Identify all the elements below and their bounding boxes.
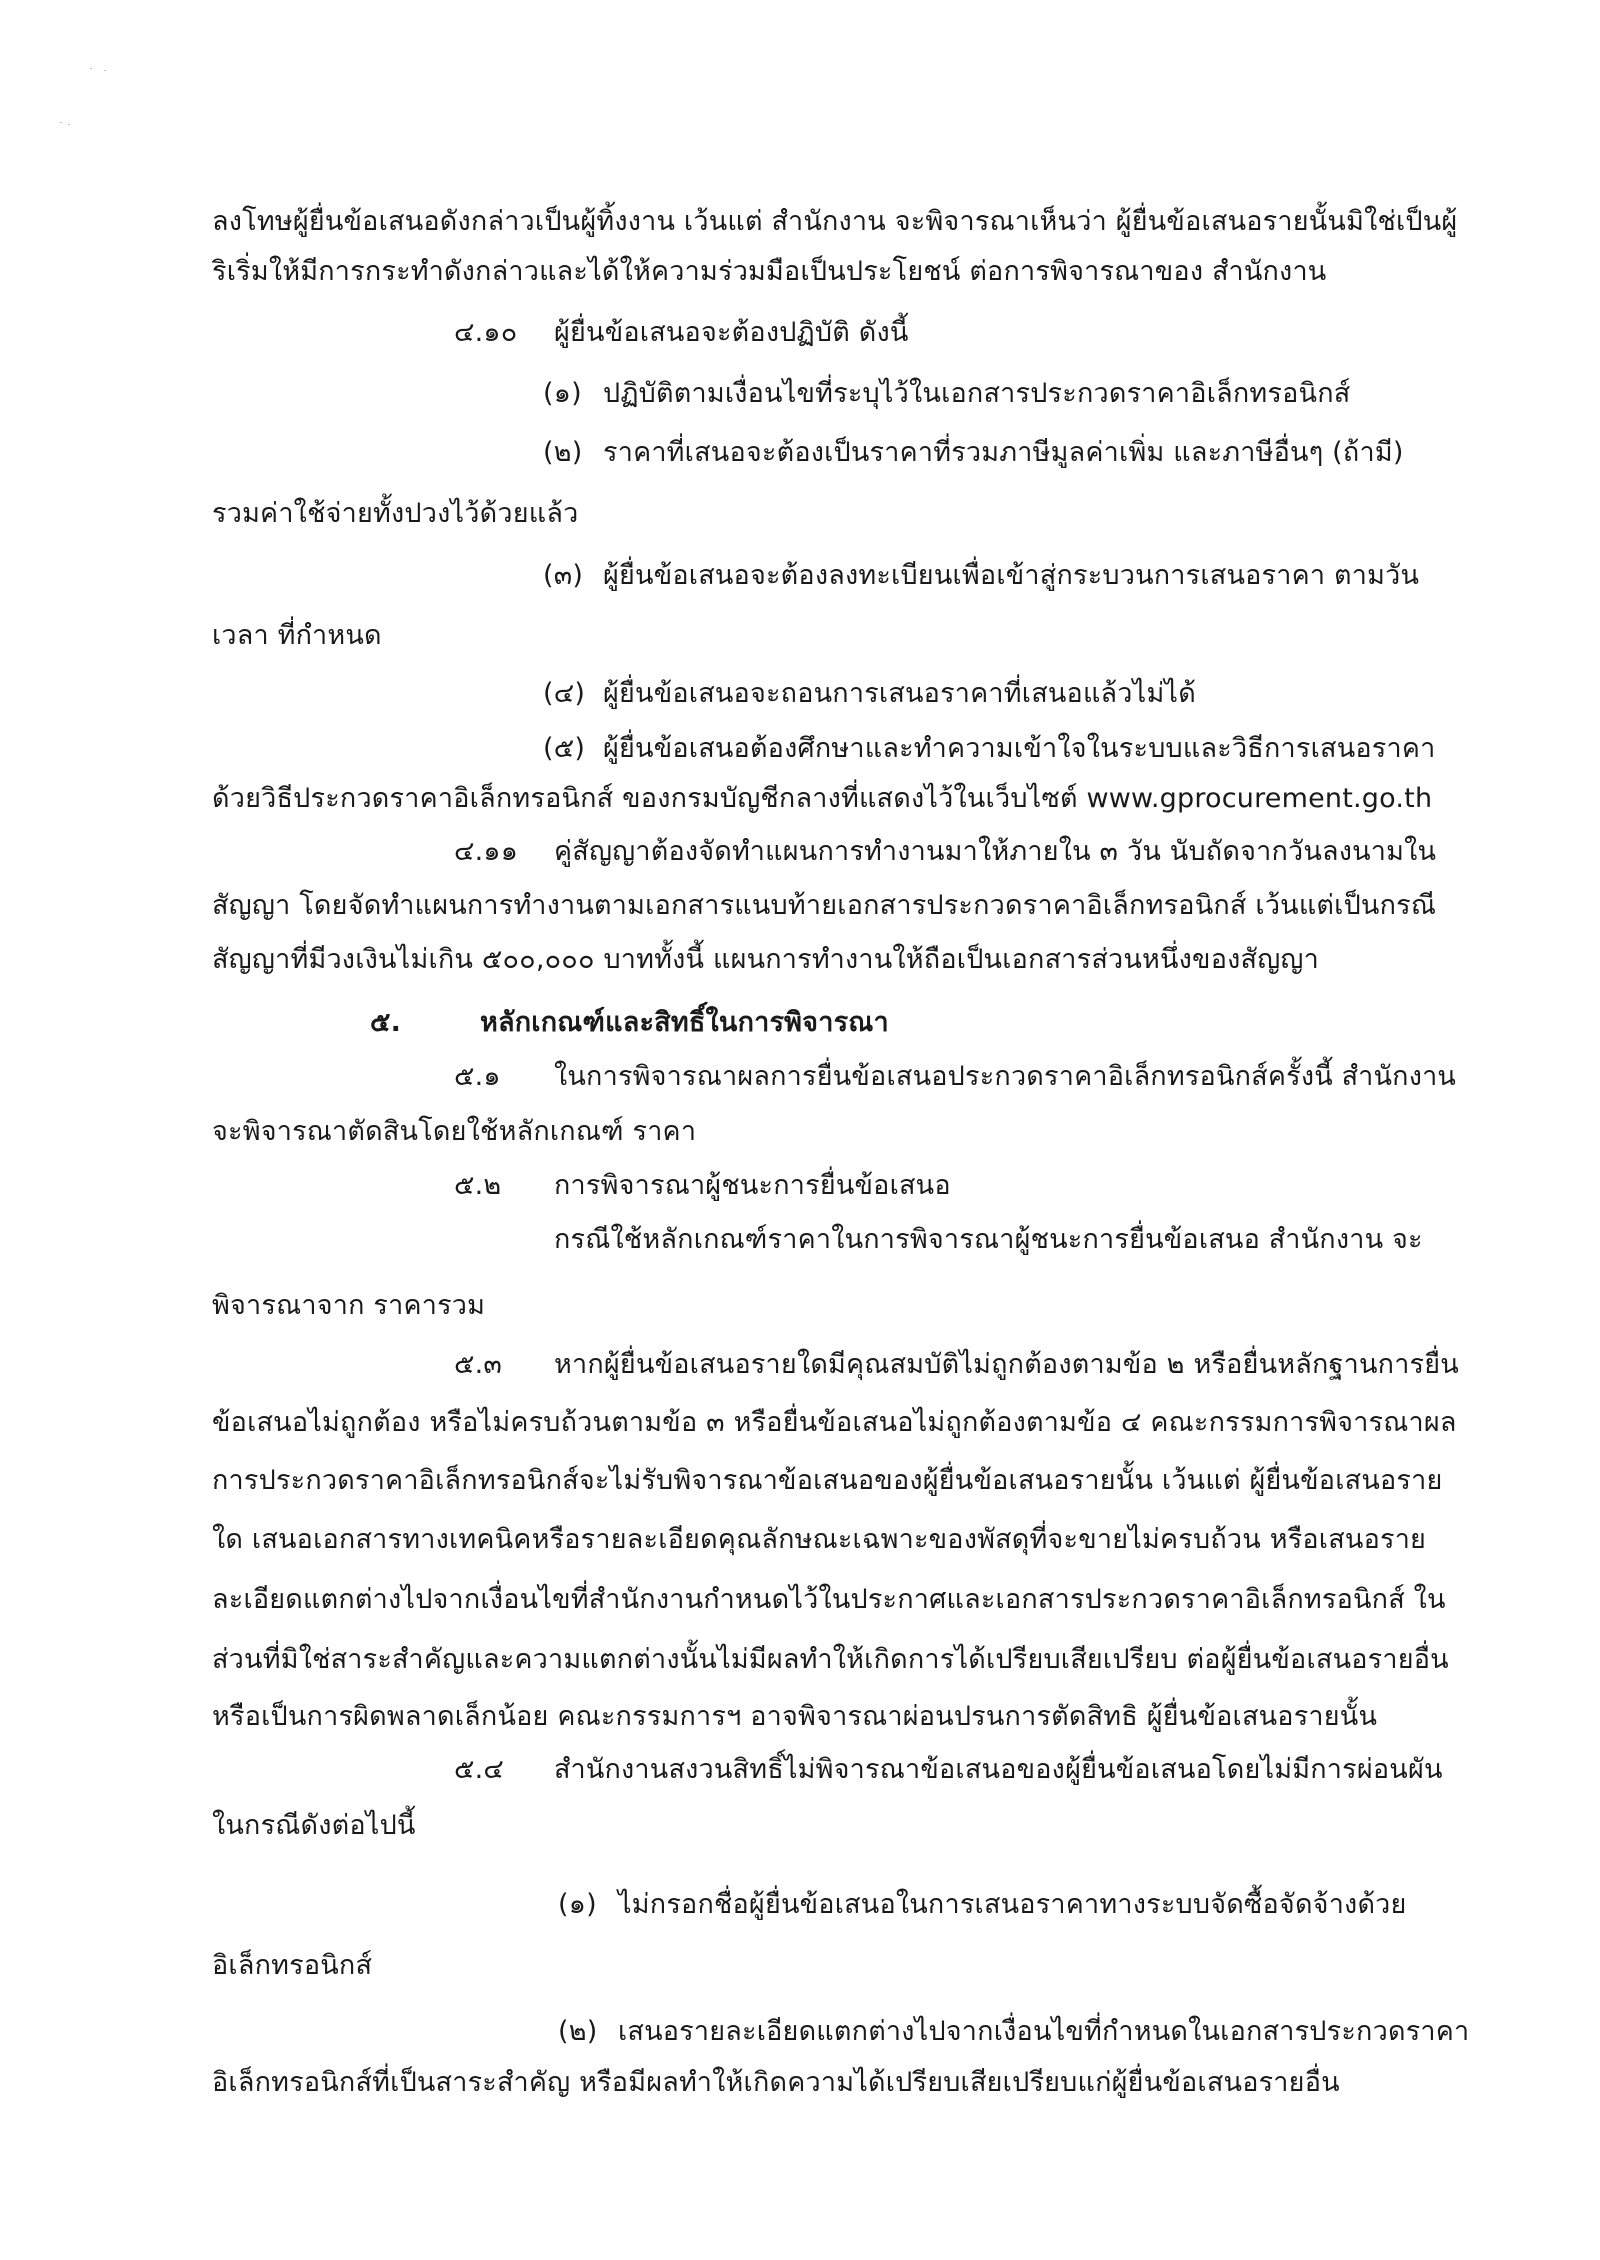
clause-4-11 xyxy=(454,832,1436,872)
clause-text: สำนักงานสงวนสิทธิ์ไม่พิจารณาข้อเสนอของผู้ยื่นข้อเสนอโดยไม่มีการผ่อนผัน xyxy=(554,1754,1443,1785)
clause-5-2 xyxy=(454,1166,951,1206)
list-item xyxy=(558,1885,1407,1925)
section-heading-5 xyxy=(370,1003,889,1043)
section-title: หลักเกณฑ์และสิทธิ์ในการพิจารณา xyxy=(480,1007,889,1038)
paragraph-line: รวมค่าใช้จ่ายทั้งปวงไว้ด้วยแล้ว xyxy=(212,498,579,529)
list-item xyxy=(543,674,1196,714)
clause-text: หากผู้ยื่นข้อเสนอรายใดมีคุณสมบัติไม่ถูกต้องตามข้อ ๒ หรือยื่นหลักฐานการยื่น xyxy=(554,1349,1459,1380)
paragraph-line: จะพิจารณาตัดสินโดยใช้หลักเกณฑ์ ราคา xyxy=(212,1116,697,1147)
list-text: เสนอรายละเอียดแตกต่างไปจากเงื่อนไขที่กำหนดในเอกสารประกวดราคา xyxy=(618,2016,1470,2047)
clause-number: ๕.๑ xyxy=(454,1061,501,1092)
list-item xyxy=(543,433,1404,473)
paragraph-line: หรือเป็นการผิดพลาดเล็กน้อย คณะกรรมการฯ อาจพิจารณาผ่อนปรนการตัดสิทธิ ผู้ยื่นข้อเสนอรายนั้น xyxy=(212,1701,1378,1732)
scan-speck xyxy=(60,122,62,123)
clause-number: ๔.๑๐ xyxy=(454,317,518,348)
paragraph-line: ใด เสนอเอกสารทางเทคนิคหรือรายละเอียดคุณลักษณะเฉพาะของพัสดุที่จะขายไม่ครบถ้วน หรือเสนอราย xyxy=(212,1524,1427,1555)
paragraph-line: ริเริ่มให้มีการกระทำดังกล่าวและได้ให้ความร่วมมือเป็นประโยชน์ ต่อการพิจารณาของ สำนักงาน xyxy=(212,256,1327,287)
paragraph-line: ส่วนที่มิใช่สาระสำคัญและความแตกต่างนั้นไม่มีผลทำให้เกิดการได้เปรียบเสียเปรียบ ต่อผู้ยื่นข้อเสนอรายอื่น xyxy=(212,1644,1449,1675)
paragraph-line: ลงโทษผู้ยื่นข้อเสนอดังกล่าวเป็นผู้ทิ้งงาน เว้นแต่ สำนักงาน จะพิจารณาเห็นว่า ผู้ยื่นข้อเสนอรายนั้นมิใช่เป็นผู้ xyxy=(212,206,1458,237)
paragraph-line: ด้วยวิธีประกวดราคาอิเล็กทรอนิกส์ ของกรมบัญชีกลางที่แสดงไว้ในเว็บไซต์ www.gprocurement.go.th xyxy=(212,783,1433,814)
clause-number: ๕.๒ xyxy=(454,1170,502,1201)
paragraph-line: การประกวดราคาอิเล็กทรอนิกส์จะไม่รับพิจารณาข้อเสนอของผู้ยื่นข้อเสนอรายนั้น เว้นแต่ ผู้ยื่นข้อเสนอราย xyxy=(212,1465,1443,1496)
section-number: ๕. xyxy=(370,1007,402,1038)
clause-text: คู่สัญญาต้องจัดทำแผนการทำงานมาให้ภายใน ๓ วัน นับถัดจากวันลงนามใน xyxy=(554,836,1437,867)
list-item xyxy=(543,374,1350,414)
clause-5-3 xyxy=(454,1345,1459,1385)
paragraph-line: ข้อเสนอไม่ถูกต้อง หรือไม่ครบถ้วนตามข้อ ๓ หรือยื่นข้อเสนอไม่ถูกต้องตามข้อ ๔ คณะกรรมการพิจารณาผล xyxy=(212,1407,1457,1438)
list-text: ผู้ยื่นข้อเสนอจะต้องลงทะเบียนเพื่อเข้าสู่กระบวนการเสนอราคา ตามวัน xyxy=(603,560,1420,591)
list-number: (๔) xyxy=(543,678,586,709)
paragraph-line: อิเล็กทรอนิกส์ที่เป็นสาระสำคัญ หรือมีผลทำให้เกิดความได้เปรียบเสียเปรียบแก่ผู้ยื่นข้อเสนอรายอื่น xyxy=(212,2067,1340,2098)
paragraph-line: สัญญาที่มีวงเงินไม่เกิน ๕๐๐,๐๐๐ บาททั้งนี้ แผนการทำงานให้ถือเป็นเอกสารส่วนหนึ่งของสัญญา xyxy=(212,944,1319,975)
list-number: (๒) xyxy=(543,437,583,468)
clause-text: การพิจารณาผู้ชนะการยื่นข้อเสนอ xyxy=(554,1170,951,1201)
paragraph-line: ในกรณีดังต่อไปนี้ xyxy=(212,1810,416,1841)
paragraph-line: กรณีใช้หลักเกณฑ์ราคาในการพิจารณาผู้ชนะการยื่นข้อเสนอ สำนักงาน จะ xyxy=(554,1224,1423,1255)
clause-number: ๕.๔ xyxy=(454,1754,505,1785)
list-item xyxy=(543,556,1419,596)
list-item xyxy=(543,729,1435,769)
paragraph-line: ละเอียดแตกต่างไปจากเงื่อนไขที่สำนักงานกำหนดไว้ในประกาศและเอกสารประกวดราคาอิเล็กทรอนิกส์ ใน xyxy=(212,1584,1446,1615)
paragraph-line: สัญญา โดยจัดทำแผนการทำงานตามเอกสารแนบท้ายเอกสารประกวดราคาอิเล็กทรอนิกส์ เว้นแต่เป็นกรณี xyxy=(212,890,1437,921)
scan-speck xyxy=(90,68,92,69)
list-text: ปฏิบัติตามเงื่อนไขที่ระบุไว้ในเอกสารประกวดราคาอิเล็กทรอนิกส์ xyxy=(603,378,1351,409)
list-text: ผู้ยื่นข้อเสนอจะถอนการเสนอราคาที่เสนอแล้วไม่ได้ xyxy=(603,678,1196,709)
list-text: ราคาที่เสนอจะต้องเป็นราคาที่รวมภาษีมูลค่าเพิ่ม และภาษีอื่นๆ (ถ้ามี) xyxy=(603,437,1404,468)
list-number: (๑) xyxy=(558,1889,597,1920)
paragraph-line: อิเล็กทรอนิกส์ xyxy=(212,1950,373,1981)
list-number: (๒) xyxy=(558,2016,598,2047)
list-number: (๓) xyxy=(543,560,584,591)
list-text: ไม่กรอกชื่อผู้ยื่นข้อเสนอในการเสนอราคาทางระบบจัดซื้อจัดจ้างด้วย xyxy=(618,1889,1407,1920)
scan-speck xyxy=(68,124,70,125)
clause-5-1 xyxy=(454,1057,1456,1097)
list-number: (๑) xyxy=(543,378,582,409)
paragraph-line: เวลา ที่กำหนด xyxy=(212,620,382,651)
list-text: ผู้ยื่นข้อเสนอต้องศึกษาและทำความเข้าใจในระบบและวิธีการเสนอราคา xyxy=(603,733,1436,764)
clause-number: ๔.๑๑ xyxy=(454,836,519,867)
paragraph-line: พิจารณาจาก ราคารวม xyxy=(212,1290,486,1321)
list-number: (๕) xyxy=(543,733,586,764)
clause-4-10 xyxy=(454,313,909,353)
clause-number: ๕.๓ xyxy=(454,1349,503,1380)
scan-speck xyxy=(104,70,106,71)
list-item xyxy=(558,2012,1469,2052)
clause-5-4 xyxy=(454,1750,1443,1790)
clause-text: ในการพิจารณาผลการยื่นข้อเสนอประกวดราคาอิเล็กทรอนิกส์ครั้งนี้ สำนักงาน xyxy=(554,1061,1457,1092)
clause-text: ผู้ยื่นข้อเสนอจะต้องปฏิบัติ ดังนี้ xyxy=(554,317,909,348)
